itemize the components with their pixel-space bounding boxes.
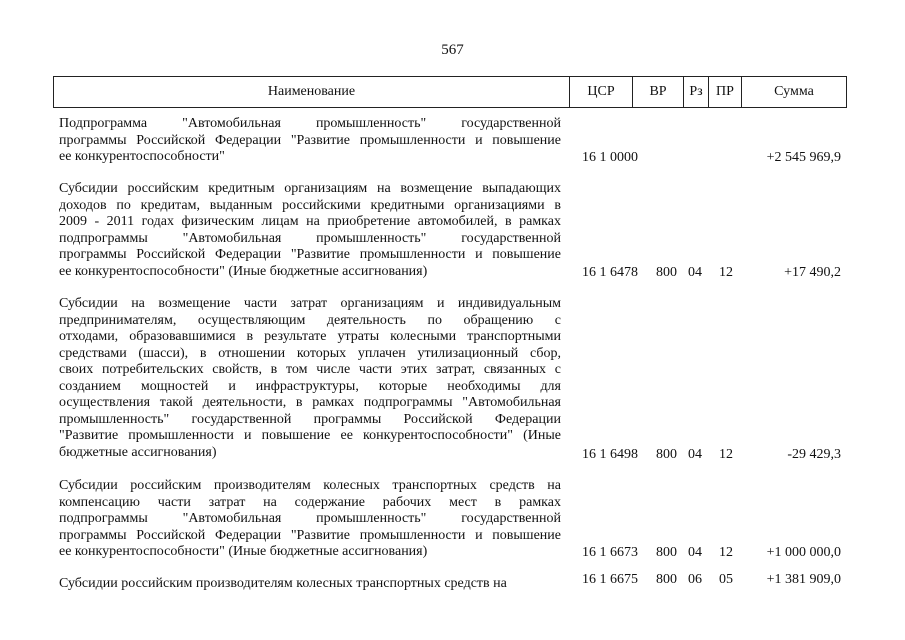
description-line: программы Российской Федерации "Развитие промышленности и повышение [59,527,561,543]
cell-pr: 05 [719,572,733,587]
description-line: Субсидии российским кредитным организациям на возмещение выпадающих [59,181,561,196]
cell-sum: -29 429,3 [787,447,841,462]
cell-rz: 04 [688,545,702,560]
row-description [59,181,561,280]
description-line: подпрограммы "Автомобильная промышленность" государственной [59,230,561,246]
header-rz: Рз [684,77,709,107]
description-line: Субсидии российским производителям колесных транспортных средств на [59,478,561,493]
description-line: осуществления такой деятельности, в рамках подпрограммы "Автомобильная [59,395,561,410]
description-line: Субсидии на возмещение части затрат организациям и индивидуальным [59,296,561,311]
header-pr: ПР [709,77,742,107]
description-line: ее конкурентоспособности" (Иные бюджетные ассигнования) [59,544,428,559]
cell-csr: 16 1 6498 [582,447,638,462]
cell-csr: 16 1 6478 [582,265,638,280]
cell-csr: 16 1 6675 [582,572,638,587]
description-line: Подпрограмма "Автомобильная промышленность" государственной [59,116,561,131]
cell-pr: 12 [719,447,733,462]
cell-pr: 12 [719,545,733,560]
cell-sum: +1 000 000,0 [766,545,841,560]
row-description [59,296,561,461]
header-name: Наименование [54,77,570,107]
cell-vr: 800 [656,572,677,587]
cell-vr: 800 [656,447,677,462]
cell-rz: 06 [688,572,702,587]
description-line: бюджетные ассигнования) [59,444,217,460]
cell-csr: 16 1 0000 [582,150,638,165]
table-header [53,76,847,108]
cell-rz: 04 [688,265,702,280]
cell-sum: +17 490,2 [784,265,841,280]
page-number: 567 [441,42,464,58]
cell-vr: 800 [656,545,677,560]
description-line: созданием мощностей и инфраструктуры, которые необходимы для [59,378,561,394]
description-line: доходов по кредитам, выданным российскими кредитными организациями в [59,197,561,213]
description-line: Субсидии российским производителям колесных транспортных средств на [59,576,507,591]
header-vr: ВР [633,77,684,107]
header-sum: Сумма [774,84,814,99]
description-line: программы Российской Федерации "Развитие промышленности и повышение [59,132,561,148]
cell-vr: 800 [656,265,677,280]
description-line: средствами (шасси), в отношении которых уплачен утилизационный сбор, [59,345,561,361]
row-description [59,576,561,593]
cell-sum: +1 381 909,0 [766,572,841,587]
description-line: промышленность" государственной программы Российской Федерации [59,411,561,427]
description-line: программы Российской Федерации "Развитие промышленности и повышение [59,247,561,262]
cell-rz: 04 [688,447,702,462]
description-line: "Развитие промышленности и повышение ее конкурентоспособности" (Иные [59,428,561,443]
description-line: ее конкурентоспособности" (Иные бюджетные ассигнования) [59,263,428,279]
header-csr: ЦСР [570,77,633,107]
cell-sum: +2 545 969,9 [766,150,841,165]
description-line: 2009 - 2011 годах физическим лицам на приобретение автомобилей, в рамках [59,214,561,229]
row-description [59,116,561,166]
row-description [59,478,561,561]
description-line: ее конкурентоспособности" [59,149,225,164]
cell-csr: 16 1 6673 [582,545,638,560]
description-line: компенсацию части затрат на содержание рабочих мест в рамках [59,494,561,510]
description-line: предпринимателям, осуществляющим деятельность по обращению с [59,312,561,328]
cell-pr: 12 [719,265,733,280]
description-line: подпрограммы "Автомобильная промышленность" государственной [59,511,561,526]
description-line: своих потребительских свойств, в том числе части этих затрат, связанных с [59,362,561,377]
description-line: отходами, образовавшимися в результате утраты колесными транспортными [59,329,561,344]
